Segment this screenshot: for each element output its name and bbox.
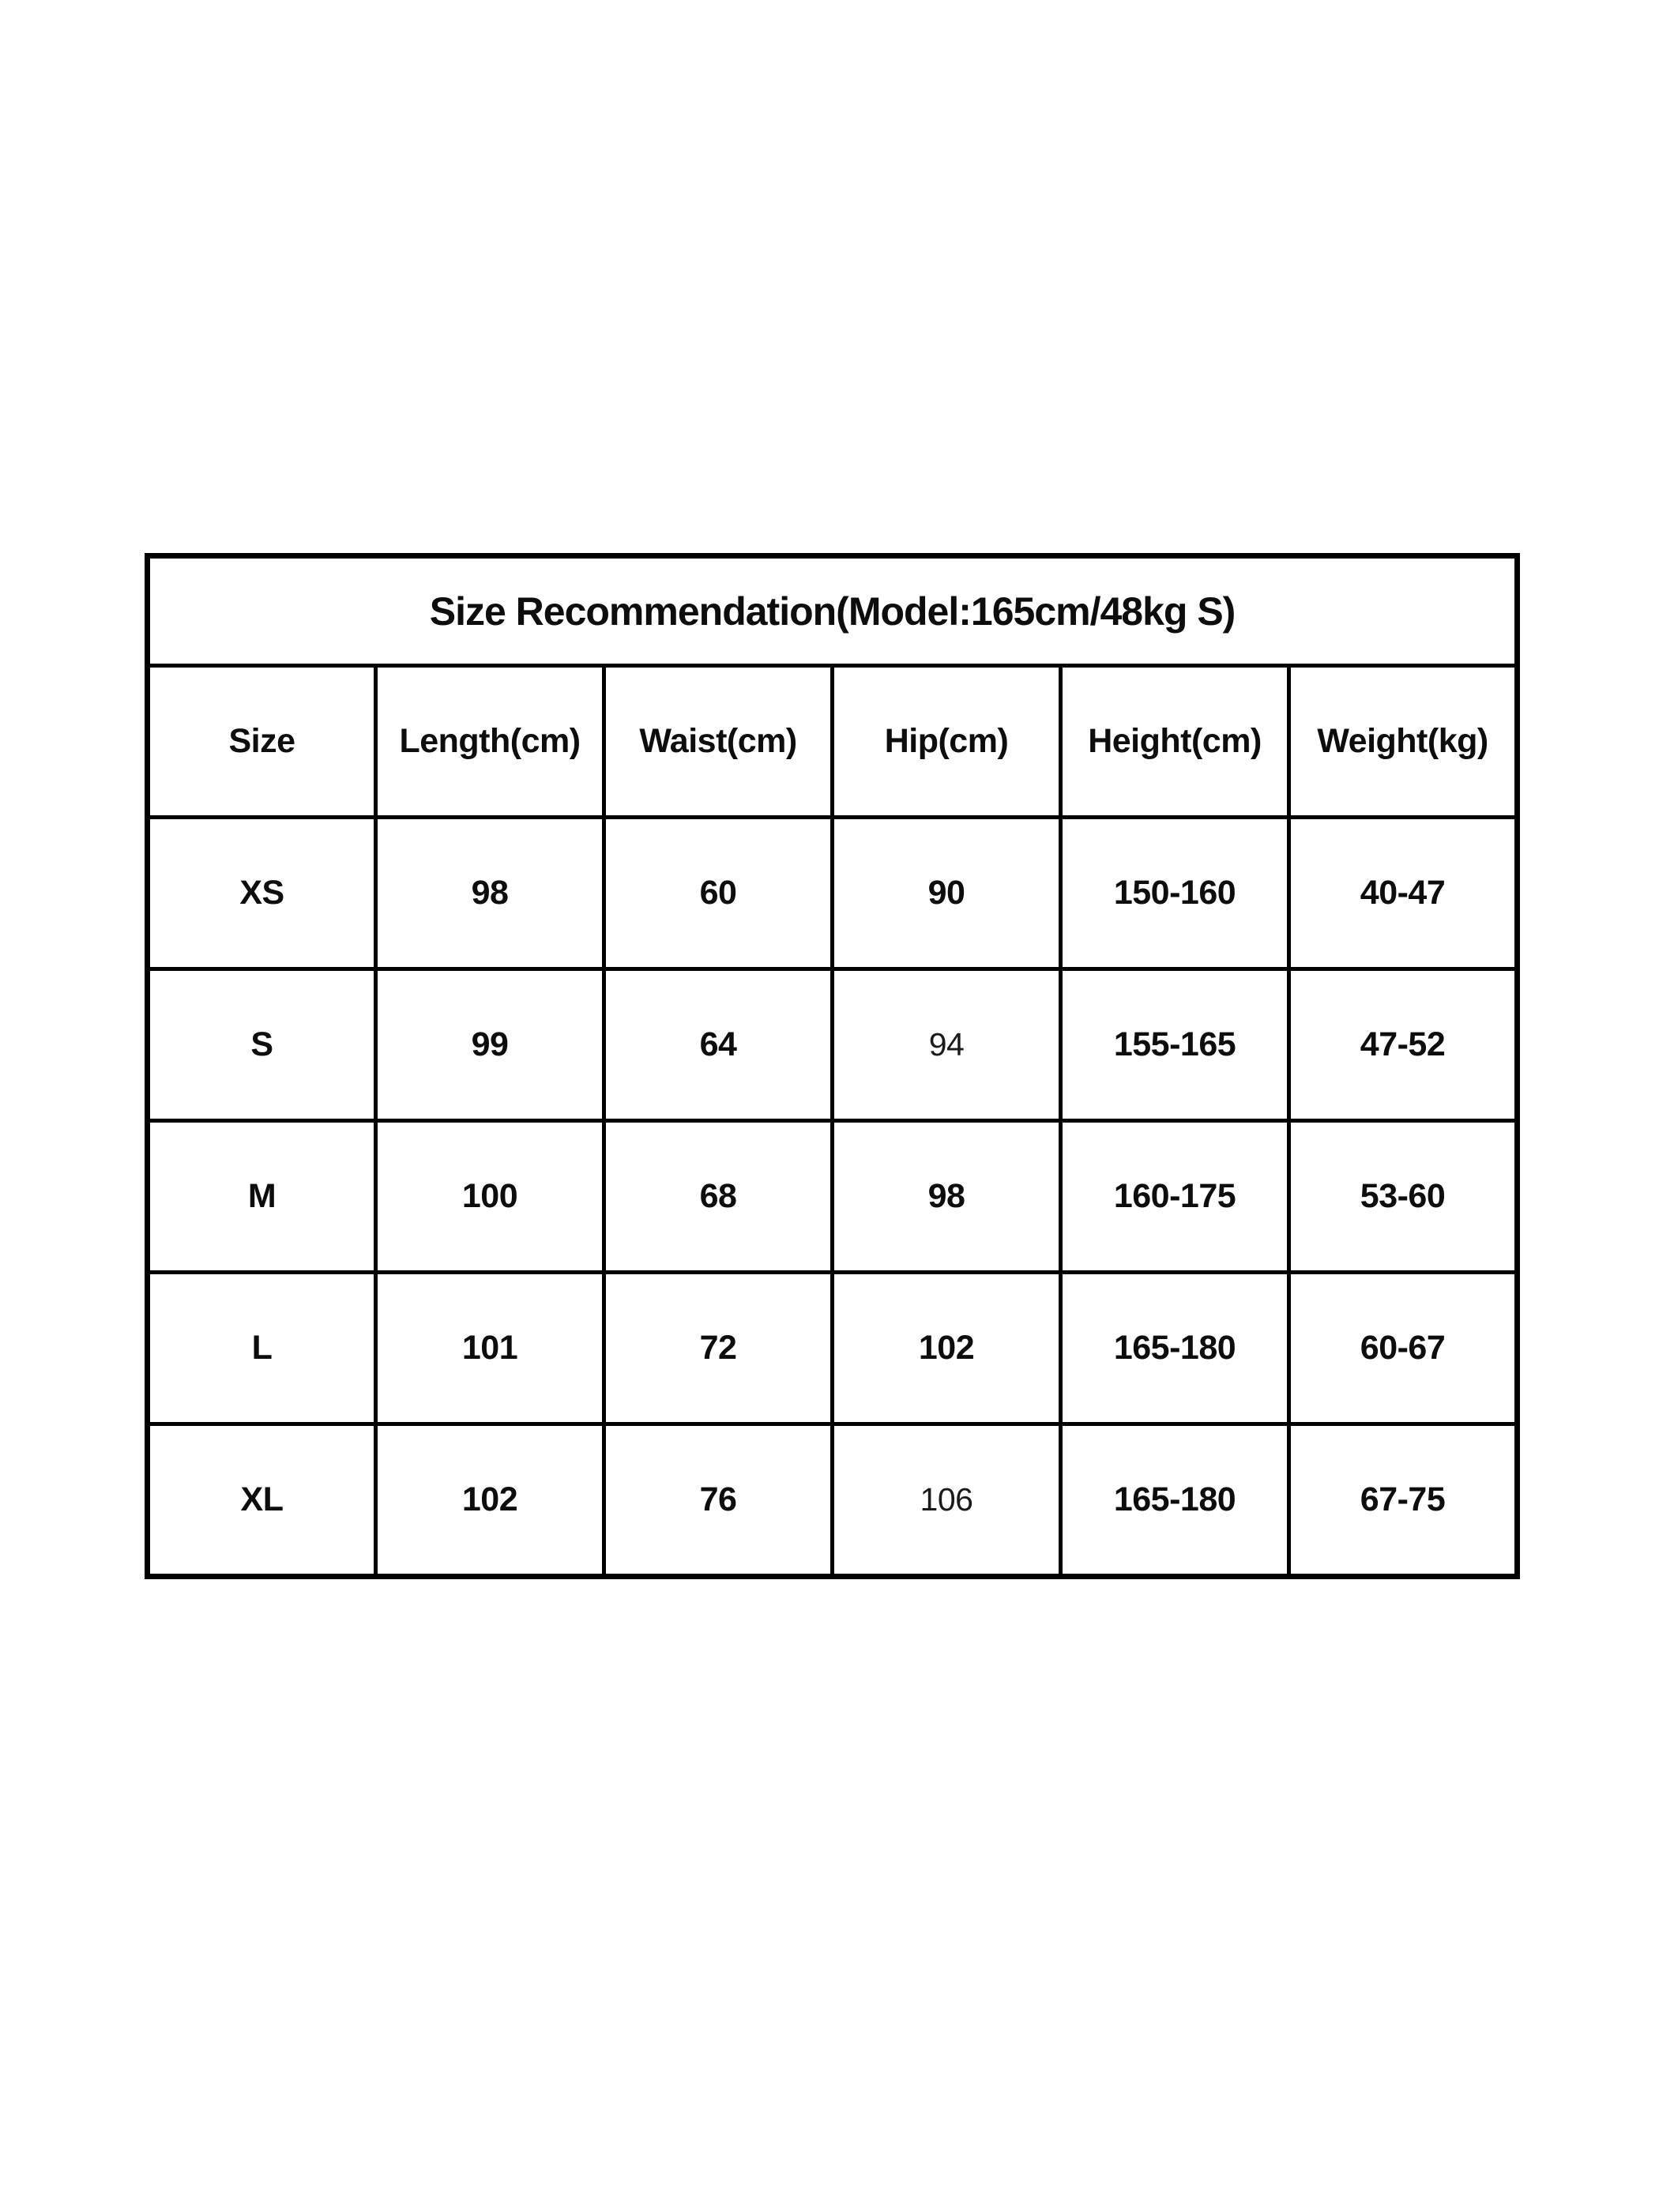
table-row-s	[148, 969, 1518, 1121]
table-row-xs	[148, 818, 1518, 969]
cell-hip: 102	[833, 1273, 1061, 1424]
column-header-weight: Weight(kg)	[1289, 666, 1518, 818]
cell-height: 160-175	[1061, 1121, 1289, 1273]
table-row-xl	[148, 1424, 1518, 1577]
cell-waist: 72	[604, 1273, 833, 1424]
cell-weight: 40-47	[1289, 818, 1518, 969]
cell-waist: 64	[604, 969, 833, 1121]
cell-size: XL	[148, 1424, 376, 1577]
cell-waist: 60	[604, 818, 833, 969]
cell-size: M	[148, 1121, 376, 1273]
column-header-height: Height(cm)	[1061, 666, 1289, 818]
table-row-m	[148, 1121, 1518, 1273]
cell-length: 100	[376, 1121, 604, 1273]
table-title: Size Recommendation(Model:165cm/48kg S)	[148, 556, 1518, 666]
cell-size: S	[148, 969, 376, 1121]
cell-waist: 68	[604, 1121, 833, 1273]
cell-length: 99	[376, 969, 604, 1121]
cell-weight: 47-52	[1289, 969, 1518, 1121]
table-header-row	[148, 666, 1518, 818]
column-header-length: Length(cm)	[376, 666, 604, 818]
cell-size: L	[148, 1273, 376, 1424]
size-chart	[145, 553, 1520, 1579]
cell-hip: 106	[833, 1424, 1061, 1577]
cell-hip: 90	[833, 818, 1061, 969]
cell-height: 165-180	[1061, 1273, 1289, 1424]
cell-length: 98	[376, 818, 604, 969]
cell-length: 102	[376, 1424, 604, 1577]
size-chart-table	[145, 553, 1520, 1579]
cell-waist: 76	[604, 1424, 833, 1577]
table-row-l	[148, 1273, 1518, 1424]
cell-hip: 98	[833, 1121, 1061, 1273]
cell-size: XS	[148, 818, 376, 969]
cell-height: 155-165	[1061, 969, 1289, 1121]
cell-height: 165-180	[1061, 1424, 1289, 1577]
cell-length: 101	[376, 1273, 604, 1424]
cell-height: 150-160	[1061, 818, 1289, 969]
cell-weight: 53-60	[1289, 1121, 1518, 1273]
cell-weight: 67-75	[1289, 1424, 1518, 1577]
column-header-hip: Hip(cm)	[833, 666, 1061, 818]
column-header-size: Size	[148, 666, 376, 818]
table-title-row	[148, 556, 1518, 666]
cell-hip: 94	[833, 969, 1061, 1121]
column-header-waist: Waist(cm)	[604, 666, 833, 818]
cell-weight: 60-67	[1289, 1273, 1518, 1424]
